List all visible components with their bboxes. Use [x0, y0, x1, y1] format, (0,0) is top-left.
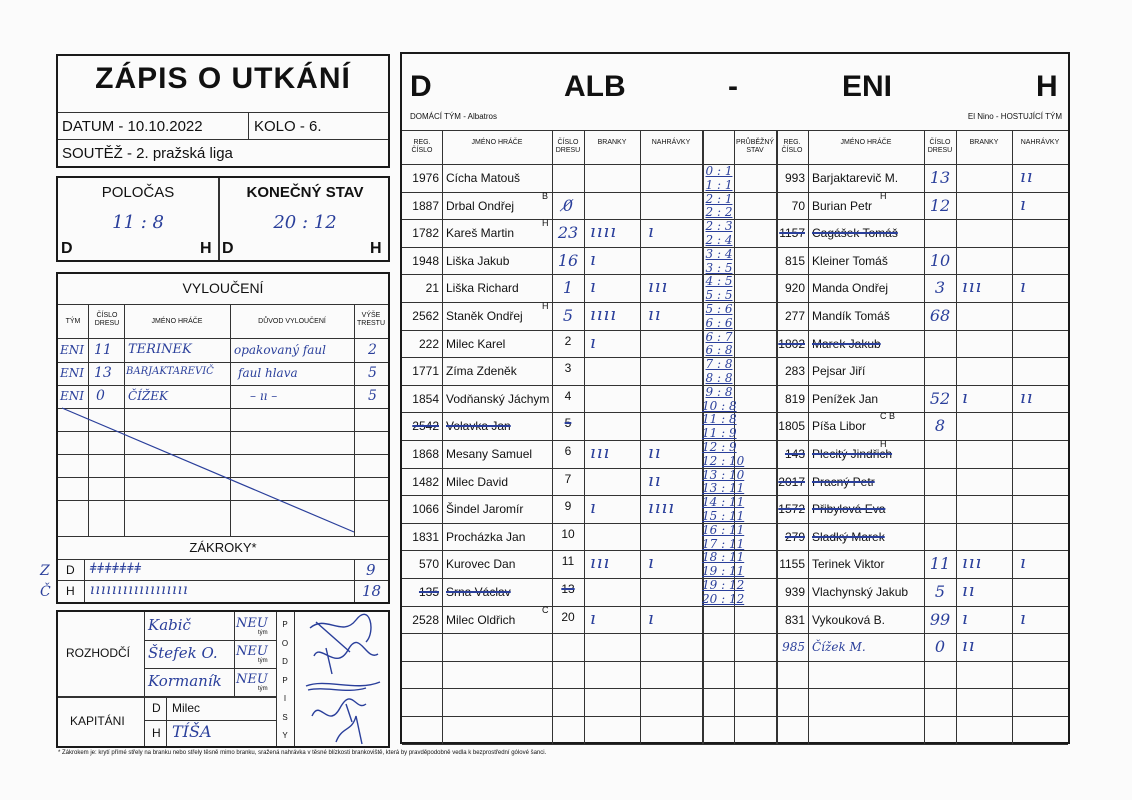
- home-player-assists: ı: [648, 552, 655, 574]
- away-letter: H: [1036, 70, 1058, 103]
- home-player-assists: ıııı: [648, 497, 676, 519]
- home-player-goals: ı: [590, 497, 597, 519]
- exclusion-penalty: 5: [368, 388, 377, 404]
- home-player-reg: 222: [418, 336, 439, 351]
- home-letter: D: [410, 70, 432, 103]
- away-player-goals: ı: [962, 607, 969, 629]
- away-player-reg: 1805: [778, 419, 805, 434]
- home-player-number: 23: [557, 223, 579, 243]
- away-player-reg: 819: [784, 391, 805, 406]
- away-player-reg: 70: [791, 198, 805, 213]
- score-box: [56, 176, 390, 262]
- home-player-goals: ı: [590, 276, 597, 298]
- home-player-name: Kurovec Dan: [446, 557, 516, 572]
- home-player-goals: ıııı: [590, 221, 618, 243]
- home-player-number: 5: [562, 306, 574, 325]
- home-player-reg: 2562: [412, 309, 439, 323]
- fouls-h-marks: ıııııııııııııııııı: [90, 582, 189, 598]
- exclusion-reason: opakovaný faul: [234, 343, 326, 357]
- home-player-role: B: [542, 190, 549, 201]
- away-player-reg: 1155: [779, 557, 805, 572]
- referee-name: Kormaník: [148, 672, 222, 690]
- running-score: 2 : 2: [705, 205, 733, 220]
- grid-line: [584, 130, 585, 744]
- halftime-d: D: [61, 240, 73, 257]
- exclusion-name: ČÍŽEK: [128, 389, 168, 403]
- away-player-name: Barjaktarevič M.: [812, 171, 899, 185]
- home-player-assists: ıı: [648, 304, 662, 325]
- away-player-name: Marek Jakub: [812, 336, 881, 351]
- home-player-assists: ı: [648, 221, 655, 243]
- away-player-reg: 920: [784, 281, 805, 296]
- exclusion-name: TERINEK: [128, 342, 192, 357]
- home-player-name: Volavka Jan: [446, 419, 511, 434]
- captain-h-label: H: [152, 726, 161, 740]
- signatures-letter: I: [283, 694, 287, 703]
- running-score: 12 : 9: [702, 440, 737, 454]
- home-player-name: Procházka Jan: [446, 529, 526, 544]
- running-score: 4 : 5: [705, 274, 733, 289]
- tym-label: tým: [258, 630, 268, 636]
- home-player-reg: 1482: [412, 474, 439, 489]
- exclusions-header-name: JMÉNO HRÁČE: [151, 318, 203, 325]
- home-player-goals: ııı: [590, 442, 611, 463]
- away-player-reg: 277: [784, 309, 805, 323]
- exclusion-reason: faul hlava: [238, 366, 298, 380]
- tym-label: tým: [258, 686, 268, 692]
- running-score: 1 : 1: [705, 177, 733, 192]
- referee-name: Kabič: [148, 616, 191, 634]
- home-player-goals: ı: [590, 248, 597, 270]
- home-player-name: Srna Václav: [446, 585, 511, 599]
- halftime-label: POLOČAS: [101, 184, 175, 201]
- running-score: 6 : 6: [705, 315, 733, 330]
- column-header-goals: BRANKY: [969, 139, 999, 146]
- home-player-reg: 1831: [412, 529, 439, 544]
- away-player-number: 12: [929, 195, 951, 215]
- home-player-name: Mesany Samuel: [446, 447, 533, 461]
- home-player-reg: 1948: [412, 253, 439, 268]
- running-score: 15 : 11: [702, 509, 745, 523]
- exclusion-num: 0: [96, 388, 105, 404]
- signatures-column: [276, 616, 294, 746]
- running-score: 5 : 5: [705, 288, 733, 303]
- exclusion-reason: – ıı –: [250, 389, 278, 403]
- away-player-reg: 939: [784, 585, 805, 599]
- home-player-number: 3: [564, 361, 572, 376]
- home-player-reg: 1782: [412, 226, 439, 241]
- running-score: 13 : 10: [702, 467, 745, 482]
- home-player-number: 10: [561, 526, 575, 541]
- final-h: H: [370, 240, 382, 257]
- exclusion-penalty: 2: [368, 342, 377, 358]
- title-box: [56, 54, 390, 168]
- column-header-assists: NAHRÁVKY: [1020, 139, 1060, 146]
- home-player-name: Milec Karel: [446, 336, 506, 351]
- away-player-reg: 283: [784, 364, 805, 379]
- away-player-name: Penížek Jan: [812, 391, 879, 406]
- away-player-name: Čížek M.: [812, 640, 866, 655]
- away-player-name: Kleiner Tomáš: [812, 253, 888, 268]
- fouls-d-total: 9: [366, 561, 376, 579]
- away-player-name: Terinek Viktor: [812, 557, 885, 572]
- home-player-reg: 1887: [412, 198, 439, 213]
- column-header-reg: REG. ČÍSLO: [411, 139, 433, 154]
- home-player-assists: ı: [648, 607, 655, 629]
- signatures-letter: O: [281, 638, 289, 648]
- away-player-reg: 815: [784, 253, 805, 268]
- home-player-reg: 1066: [412, 502, 439, 517]
- home-player-reg: 1771: [412, 364, 439, 379]
- exclusions-header-penalty: VÝŠE TRESTU: [357, 312, 385, 327]
- captains-label: KAPITÁNI: [70, 714, 125, 728]
- exclusion-team: ENI: [60, 389, 84, 403]
- home-player-name: Liška Jakub: [446, 253, 510, 268]
- exclusions-header-num: ČÍSLO DRESU: [94, 312, 120, 327]
- signatures-letter: Y: [282, 731, 288, 740]
- away-player-number: 3: [934, 278, 946, 298]
- running-score: 3 : 5: [705, 260, 733, 275]
- running-score: 10 : 8: [702, 398, 737, 413]
- grid-line: [552, 130, 553, 744]
- away-player-name: Vlachynský Jakub: [812, 585, 909, 599]
- captain-d: Milec: [172, 701, 201, 715]
- away-player-assists: ı: [1020, 276, 1027, 298]
- home-player-name: Kareš Martin: [446, 226, 515, 241]
- away-player-reg: 1802: [778, 336, 805, 351]
- home-caption: DOMÁCÍ TÝM - Albatros: [410, 112, 497, 121]
- home-player-role: H: [542, 218, 549, 229]
- exclusions-header-reason: DŮVOD VYLOUČENÍ: [258, 318, 326, 325]
- away-player-name: Pejsar Jiří: [812, 364, 866, 379]
- exclusion-name: BARJAKTAREVIČ: [126, 366, 214, 377]
- running-score: 5 : 6: [705, 302, 733, 316]
- running-score: 2 : 3: [705, 219, 733, 234]
- grid-line: [402, 633, 1068, 634]
- grid-line: [1012, 130, 1013, 744]
- away-player-number: 0: [934, 637, 946, 657]
- grid-line: [442, 130, 443, 744]
- signatures-letter: S: [282, 712, 288, 722]
- column-header-goals: BRANKY: [597, 139, 627, 146]
- roster-box: [400, 52, 1070, 744]
- running-score: 16 : 11: [702, 522, 745, 537]
- running-score: 19 : 12: [702, 578, 745, 592]
- away-player-number: 5: [934, 582, 946, 601]
- away-player-name: Přibylová Eva: [812, 502, 886, 517]
- halftime-score: 11 : 8: [112, 212, 164, 233]
- home-player-goals: ıııı: [590, 304, 618, 325]
- home-player-name: Zíma Zdeněk: [446, 364, 517, 379]
- away-player-reg: 1157: [779, 226, 805, 241]
- home-player-reg: 21: [425, 281, 439, 296]
- exclusions-header-team: TÝM: [65, 318, 81, 325]
- away-player-reg: 831: [784, 612, 805, 627]
- away-player-assists: ıı: [1020, 166, 1034, 187]
- grid-line: [808, 130, 809, 744]
- teams-dash: -: [728, 70, 738, 103]
- away-player-reg: 993: [784, 171, 805, 185]
- home-player-role: C: [542, 604, 549, 615]
- home-player-name: Staněk Ondřej: [446, 309, 523, 323]
- home-player-number: 13: [561, 582, 575, 596]
- running-score: 18 : 11: [702, 550, 745, 565]
- away-player-number: 52: [929, 388, 951, 408]
- home-player-assists: ııı: [648, 276, 669, 298]
- home-player-number: 0̸: [562, 195, 574, 215]
- running-score: 13 : 11: [702, 481, 745, 496]
- home-player-reg: 135: [418, 585, 439, 599]
- running-score: 0 : 1: [705, 164, 733, 178]
- running-score: 11 : 8: [702, 412, 737, 427]
- home-player-goals: ı: [590, 607, 597, 629]
- home-player-name: Milec Oldřich: [446, 612, 516, 627]
- column-header-jersey: ČÍSLO DRESU: [927, 139, 953, 154]
- competition: SOUTĚŽ - 2. pražská liga: [62, 145, 233, 162]
- exclusion-penalty: 5: [368, 365, 377, 381]
- grid-line: [402, 661, 1068, 662]
- away-player-goals: ıı: [962, 635, 976, 657]
- home-player-name: Liška Richard: [446, 281, 519, 296]
- away-player-name: Manda Ondřej: [812, 281, 889, 296]
- running-score: 17 : 11: [702, 536, 745, 551]
- away-player-name: Mandík Tomáš: [812, 309, 890, 323]
- away-player-name: Sladký Marek: [812, 529, 885, 544]
- home-player-goals: ı: [590, 331, 597, 353]
- grid-line: [402, 716, 1068, 717]
- fouls-side-mark-z: Z: [40, 563, 50, 579]
- home-player-assists: ıı: [648, 442, 662, 463]
- away-player-name: Pracný Petr: [812, 474, 875, 489]
- exclusion-team: ENI: [60, 366, 84, 380]
- fouls-d-marks: ǂǂǂǂǂǂǂ: [90, 561, 142, 577]
- running-score: 19 : 11: [702, 564, 745, 579]
- grid-line: [956, 130, 957, 744]
- away-player-number: 13: [929, 168, 951, 187]
- exclusion-num: 11: [94, 342, 112, 358]
- home-code: ALB: [564, 70, 626, 103]
- away-player-goals: ııı: [962, 276, 983, 298]
- away-player-number: 68: [929, 306, 951, 325]
- home-player-name: Milec David: [446, 474, 509, 489]
- home-player-reg: 570: [418, 557, 439, 572]
- home-player-number: 16: [557, 250, 579, 270]
- away-player-assists: ı: [1020, 552, 1027, 574]
- column-header-name: JMÉNO HRÁČE: [471, 139, 523, 146]
- signatures-letter: P: [282, 620, 288, 629]
- running-score: 12 : 10: [702, 453, 745, 468]
- cancel-diagonal: [58, 404, 388, 534]
- referees-label: ROZHODČÍ: [66, 646, 130, 660]
- exclusions-box: [56, 272, 390, 604]
- away-player-assists: ı: [1020, 193, 1027, 215]
- away-player-number: 10: [929, 250, 951, 270]
- away-caption: El Nino - HOSTUJÍCÍ TÝM: [967, 112, 1062, 121]
- away-player-role: C B: [880, 411, 896, 422]
- away-player-reg: 2017: [778, 474, 805, 489]
- home-player-number: 5: [564, 416, 572, 431]
- away-player-name: Cagášek Tomáš: [812, 226, 898, 241]
- exclusion-team: ENI: [60, 343, 84, 357]
- home-player-name: Vodňanský Jáchym: [446, 391, 550, 406]
- fouls-title: ZÁKROKY*: [189, 540, 257, 555]
- away-player-reg: 279: [784, 529, 805, 544]
- referee-team: NEU: [236, 672, 268, 687]
- tym-label: tým: [258, 658, 268, 664]
- away-player-reg: 143: [784, 447, 805, 461]
- away-player-assists: ıı: [1020, 386, 1034, 408]
- referee-name: Štefek O.: [148, 644, 218, 662]
- officials-box: [56, 610, 390, 748]
- home-player-assists: ıı: [648, 469, 662, 491]
- home-player-name: Šindel Jaromír: [446, 502, 524, 517]
- away-player-number: 99: [929, 609, 951, 629]
- away-player-number: 8: [934, 416, 946, 436]
- page-title: ZÁPIS O UTKÁNÍ: [95, 62, 351, 95]
- column-header-jersey: ČÍSLO DRESU: [555, 139, 581, 154]
- halftime-h: H: [200, 240, 212, 257]
- signatures-letter: D: [282, 657, 288, 666]
- running-score: 8 : 8: [705, 371, 733, 385]
- final-d: D: [222, 240, 234, 257]
- home-player-name: Cícha Matouš: [446, 171, 521, 185]
- fouls-d-label: D: [66, 563, 75, 577]
- running-score: 6 : 7: [705, 329, 733, 344]
- fouls-h-label: H: [66, 584, 75, 598]
- away-player-name: Píša Libor: [812, 419, 867, 434]
- running-score: 7 : 8: [705, 357, 733, 372]
- running-score: 20 : 12: [702, 591, 745, 606]
- final-score: 20 : 12: [273, 212, 337, 233]
- away-player-number: 11: [929, 554, 951, 574]
- signatures-scribbles: [296, 612, 388, 746]
- grid-line: [402, 688, 1068, 689]
- away-player-role: H: [880, 439, 887, 449]
- captain-h: TÍŠA: [172, 722, 212, 741]
- home-player-number: 1: [562, 278, 574, 298]
- running-score: 9 : 8: [705, 384, 733, 399]
- running-score: 14 : 11: [702, 495, 745, 510]
- fouls-h-total: 18: [362, 582, 382, 600]
- signatures-letter: P: [282, 675, 288, 685]
- home-player-reg: 1976: [412, 171, 439, 185]
- home-player-number: 9: [564, 499, 572, 514]
- match-date: DATUM - 10.10.2022: [62, 118, 203, 135]
- away-player-goals: ııı: [962, 552, 983, 574]
- away-player-goals: ıı: [962, 580, 976, 601]
- home-player-goals: ııı: [590, 552, 611, 574]
- home-player-reg: 1854: [412, 391, 439, 406]
- running-score: 3 : 4: [705, 246, 733, 261]
- home-player-number: 20: [561, 609, 575, 624]
- away-code: ENI: [842, 70, 893, 103]
- away-player-reg: 985: [782, 640, 805, 655]
- column-header-assists: NAHRÁVKY: [651, 139, 691, 146]
- column-header-reg: REG. ČÍSLO: [781, 139, 803, 154]
- running-score: 6 : 8: [705, 343, 733, 358]
- fouls-side-mark-c: Č: [40, 584, 51, 600]
- home-player-number: 7: [564, 471, 572, 486]
- column-header-running: PRŮBĚŽNÝ STAV: [735, 139, 775, 154]
- exclusions-title: VYLOUČENÍ: [182, 280, 264, 296]
- referee-team: NEU: [236, 644, 268, 659]
- running-score: 2 : 4: [705, 233, 733, 247]
- away-player-assists: ı: [1020, 607, 1027, 629]
- home-player-reg: 2528: [412, 612, 439, 627]
- away-player-name: Plecitý Jindřich: [812, 447, 893, 461]
- home-player-reg: 1868: [412, 447, 439, 461]
- running-score: 2 : 1: [705, 191, 733, 206]
- grid-line: [402, 130, 1068, 131]
- away-player-role: H: [880, 190, 887, 201]
- away-player-goals: ı: [962, 386, 969, 408]
- home-player-number: 6: [564, 444, 572, 458]
- away-player-reg: 1572: [778, 502, 805, 517]
- away-player-name: Vykouková B.: [812, 612, 885, 627]
- footnote: * Zákrokem je: krytí přímé střely na branku nebo střely těsně mimo branku, sražená nahrávka v těsné blízkosti brankoviště, která by pravděpodobně vedla k bezprostřední gólové šanci.: [58, 750, 547, 756]
- home-player-number: 11: [561, 554, 575, 569]
- column-header-name: JMÉNO HRÁČE: [840, 139, 892, 146]
- final-label: KONEČNÝ STAV: [246, 184, 364, 201]
- referee-team: NEU: [236, 616, 268, 631]
- grid-line: [402, 744, 1068, 745]
- home-player-number: 2: [564, 333, 572, 348]
- home-player-name: Drbal Ondřej: [446, 198, 515, 213]
- round-number: KOLO - 6.: [254, 118, 322, 135]
- home-player-number: 4: [564, 388, 572, 403]
- home-player-reg: 2542: [412, 419, 439, 434]
- running-score: 11 : 9: [702, 426, 737, 441]
- home-player-role: H: [542, 301, 549, 311]
- away-player-name: Burian Petr: [812, 198, 873, 213]
- captain-d-label: D: [152, 701, 161, 715]
- exclusion-num: 13: [94, 365, 112, 381]
- grid-line: [640, 130, 641, 744]
